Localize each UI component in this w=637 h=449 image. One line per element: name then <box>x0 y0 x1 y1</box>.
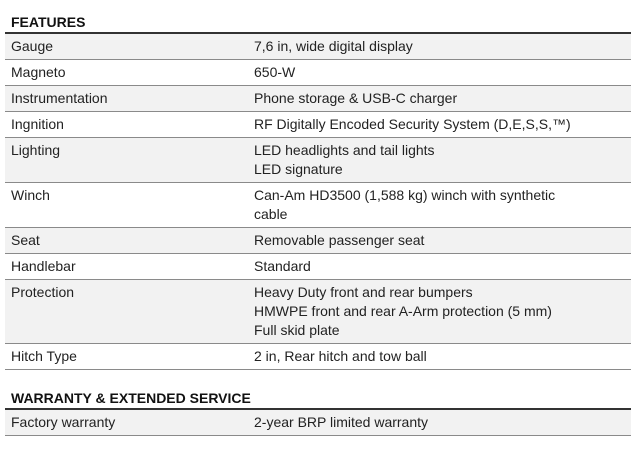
table-row <box>5 183 631 228</box>
table-row <box>5 228 631 254</box>
table-row <box>5 138 631 183</box>
value-line: LED headlights and tail lights <box>254 142 435 158</box>
value-line: HMWPE front and rear A-Arm protection (5 mm) <box>254 303 552 319</box>
row-value <box>254 138 631 182</box>
row-label: Winch <box>11 187 50 203</box>
warranty-title: WARRANTY & EXTENDED SERVICE <box>5 388 631 410</box>
value-line: Standard <box>254 258 311 274</box>
row-label: Ingnition <box>11 116 64 132</box>
row-value <box>254 86 631 111</box>
table-row <box>5 60 631 86</box>
value-line: 7,6 in, wide digital display <box>254 38 413 54</box>
value-line: LED signature <box>254 161 343 177</box>
row-value <box>254 280 631 343</box>
row-value <box>254 228 631 253</box>
table-row <box>5 344 631 370</box>
value-line: 650-W <box>254 64 296 80</box>
row-value <box>254 344 631 369</box>
row-label: Hitch Type <box>11 348 77 364</box>
value-line: Removable passenger seat <box>254 232 425 248</box>
value-line: Can-Am HD3500 (1,588 kg) winch with synthetic <box>254 187 556 203</box>
features-table <box>5 34 631 370</box>
table-row <box>5 86 631 112</box>
row-label: Factory warranty <box>11 414 116 430</box>
row-label: Lighting <box>11 142 61 158</box>
features-title: FEATURES <box>5 12 631 34</box>
table-row <box>5 280 631 344</box>
row-value <box>254 60 631 85</box>
row-value <box>254 34 631 59</box>
value-line: 2 in, Rear hitch and tow ball <box>254 348 427 364</box>
value-line: Phone storage & USB-C charger <box>254 90 458 106</box>
table-row <box>5 112 631 138</box>
value-line: 2-year BRP limited warranty <box>254 414 429 430</box>
row-label: Protection <box>11 284 75 300</box>
table-row <box>5 34 631 60</box>
value-line: Heavy Duty front and rear bumpers <box>254 284 473 300</box>
value-line: Full skid plate <box>254 322 340 338</box>
table-row <box>5 410 631 436</box>
warranty-table <box>5 410 631 436</box>
row-label: Handlebar <box>11 258 76 274</box>
table-row <box>5 254 631 280</box>
row-value <box>254 183 631 227</box>
row-label: Instrumentation <box>11 90 108 106</box>
row-label: Gauge <box>11 38 54 54</box>
row-label: Seat <box>11 232 40 248</box>
value-line: cable <box>254 206 288 222</box>
features-section <box>5 12 631 370</box>
warranty-section <box>5 388 631 436</box>
row-value <box>254 410 631 435</box>
row-label: Magneto <box>11 64 66 80</box>
value-line: RF Digitally Encoded Security System (D,E,S,S,™) <box>254 116 571 132</box>
row-value <box>254 112 631 137</box>
row-value <box>254 254 631 279</box>
